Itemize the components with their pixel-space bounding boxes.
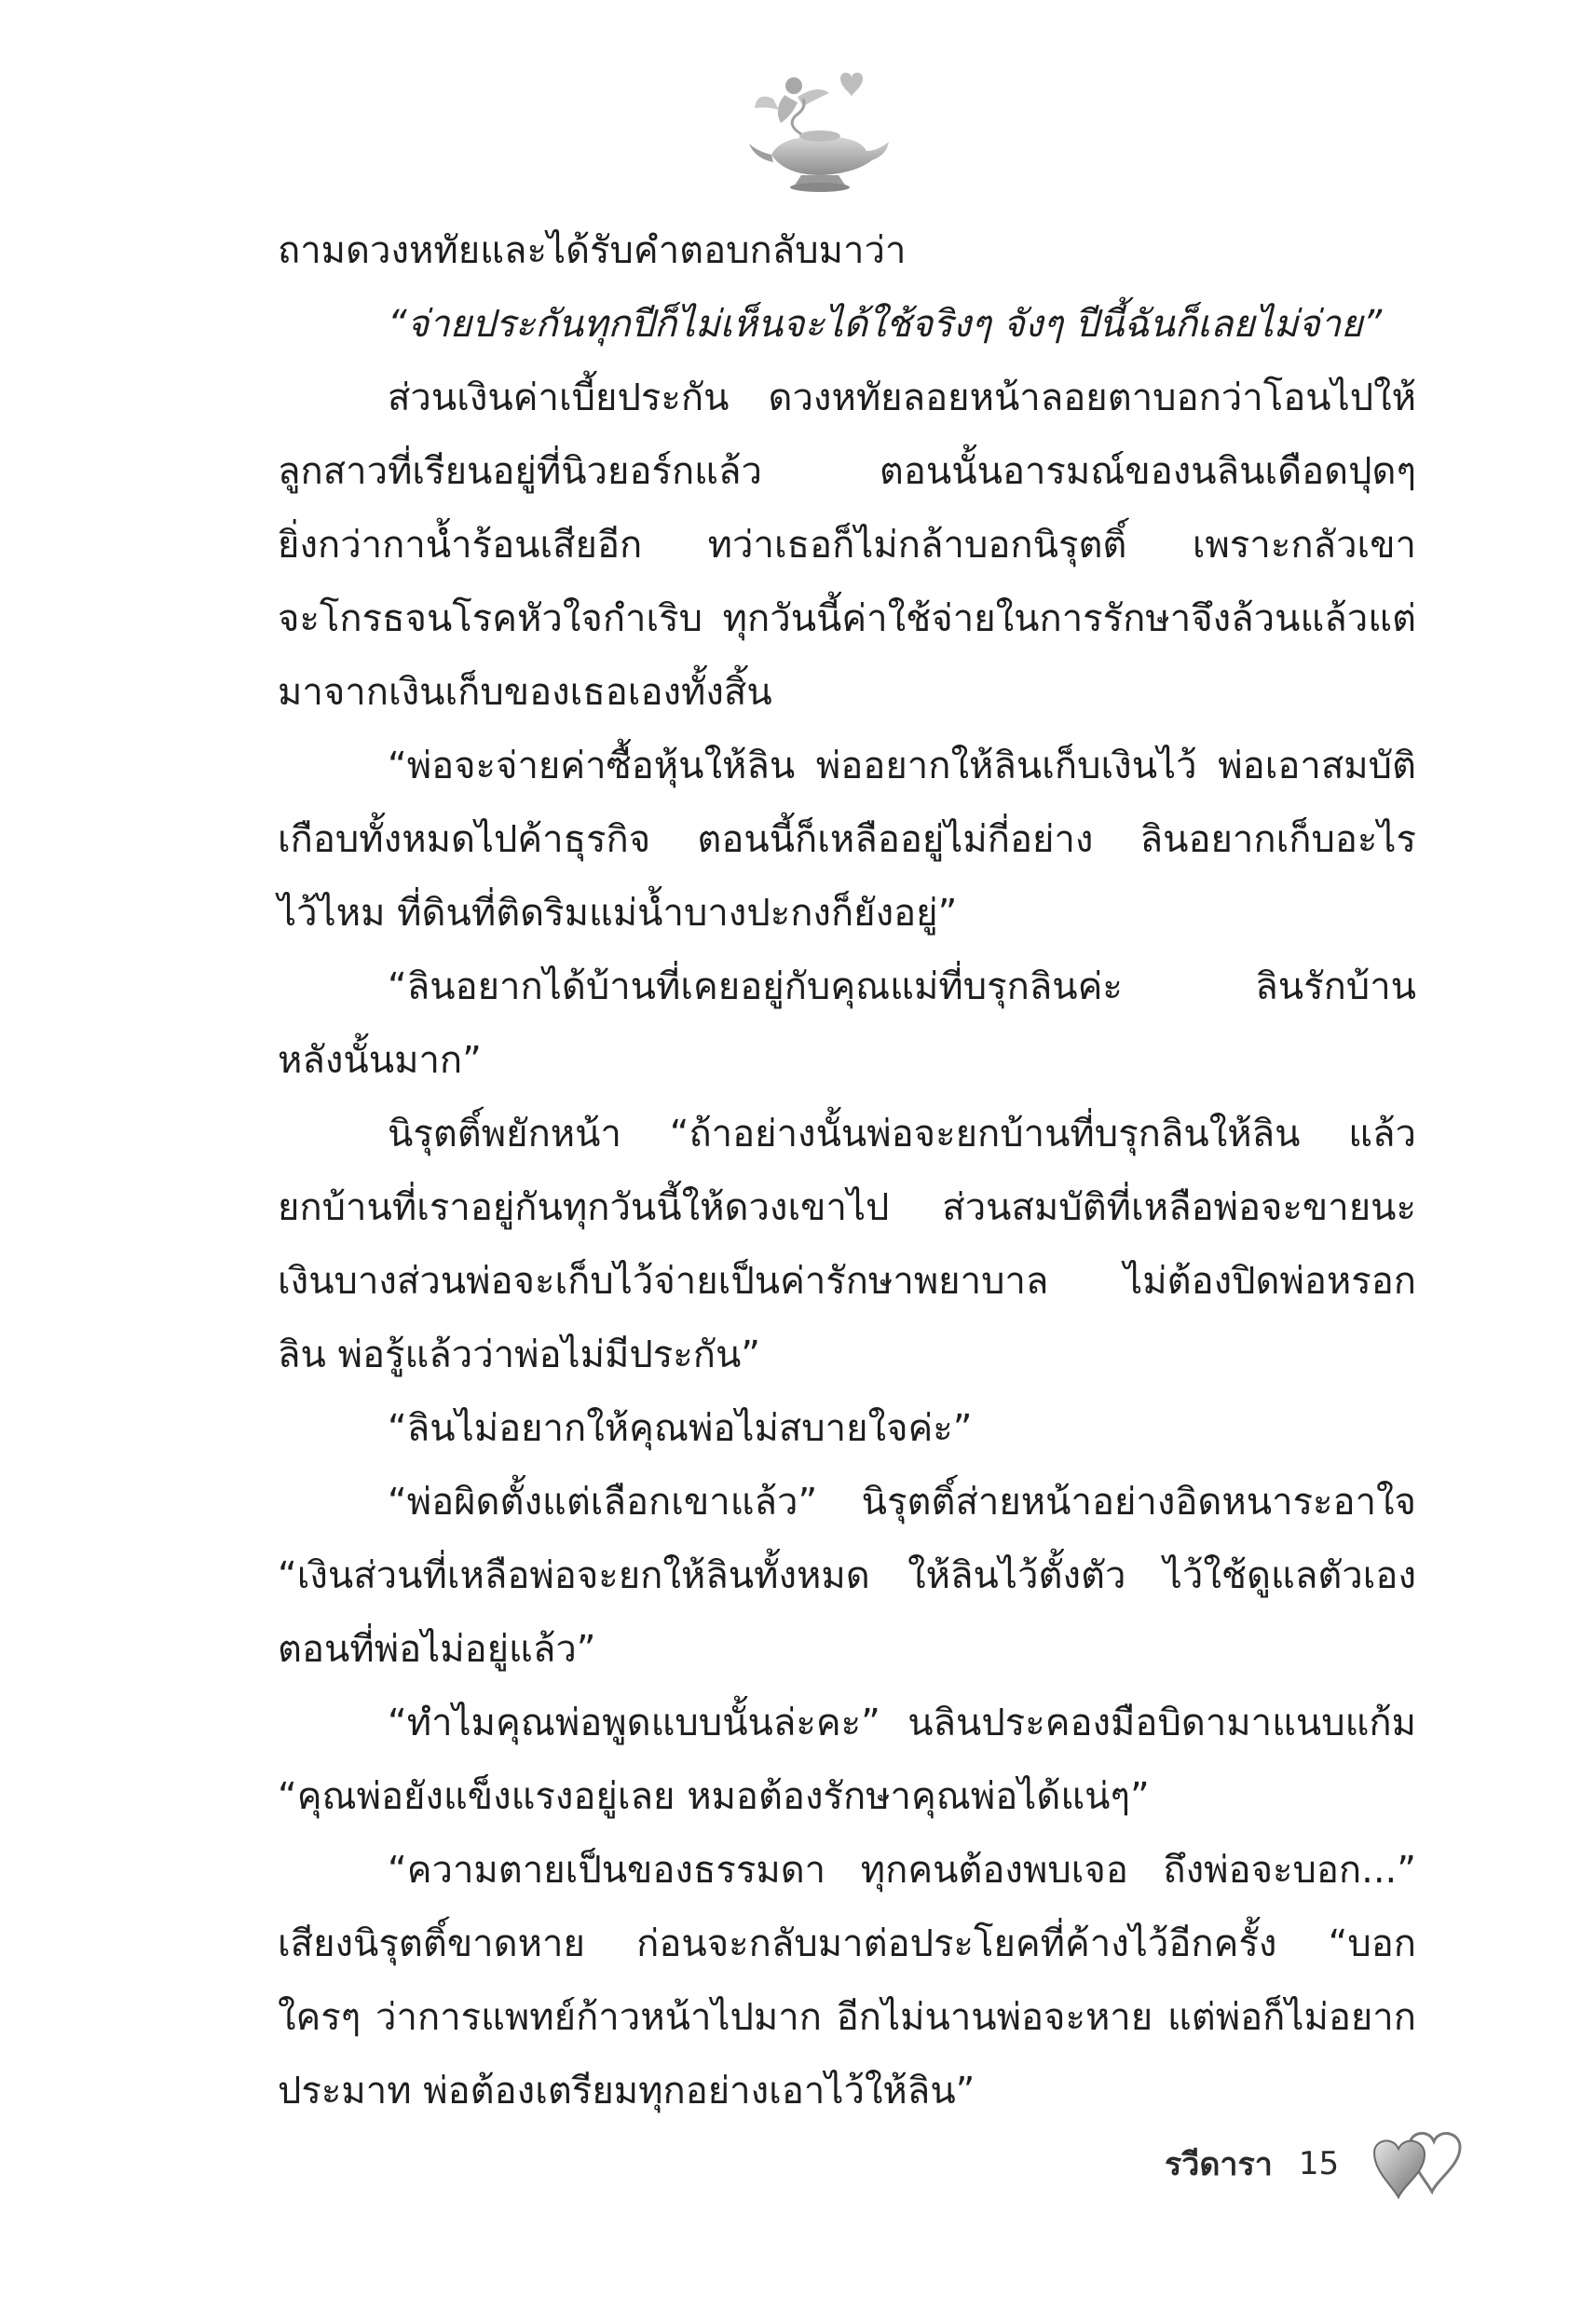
text-line: “พ่อจะจ่ายค่าซื้อหุ้นให้ลิน พ่ออยากให้ลินเก็บเงินไว้ พ่อเอาสมบัติ [388, 745, 1416, 787]
text-line: เสียงนิรุตติ์ขาดหาย ก่อนจะกลับมาต่อประโยคที่ค้างไว้อีกครั้ง “บอก [278, 1922, 1416, 1965]
text-line: ยิ่งกว่ากาน้ำร้อนเสียอีก ทว่าเธอก็ไม่กล้าบอกนิรุตติ์ เพราะกลัวเขา [278, 524, 1416, 567]
text-line: เกือบทั้งหมดไปค้าธุรกิจ ตอนนี้ก็เหลืออยู่ไม่กี่อย่าง ลินอยากเก็บอะไร [278, 818, 1416, 861]
text-line: เงินบางส่วนพ่อจะเก็บไว้จ่ายเป็นค่ารักษาพยาบาล ไม่ต้องปิดพ่อหรอก [278, 1260, 1416, 1303]
text-line: “คุณพ่อยังแข็งแรงอยู่เลย หมอต้องรักษาคุณพ่อได้แน่ๆ” [278, 1775, 1150, 1818]
text-line: “พ่อผิดตั้งแต่เลือกเขาแล้ว” นิรุตติ์ส่ายหน้าอย่างอิดหนาระอาใจ [388, 1481, 1416, 1524]
text-line: หลังนั้นมาก” [278, 1039, 482, 1082]
text-line: ลิน พ่อรู้แล้วว่าพ่อไม่มีประกัน” [278, 1333, 761, 1376]
text-line: ลูกสาวที่เรียนอยู่ที่นิวยอร์กแล้ว ตอนนั้นอารมณ์ของนลินเดือดปุดๆ [278, 450, 1416, 493]
text-line: ใครๆ ว่าการแพทย์ก้าวหน้าไปมาก อีกไม่นานพ่อจะหาย แต่พ่อก็ไม่อยาก [278, 1996, 1416, 2039]
text-line: จะโกรธจนโรคหัวใจกำเริบ ทุกวันนี้ค่าใช้จ่ายในการรักษาจึงล้วนแล้วแต่ [278, 597, 1416, 640]
page-number: 15 [1298, 2145, 1340, 2182]
body-text [278, 214, 1416, 2128]
text-line: “เงินส่วนที่เหลือพ่อจะยกให้ลินทั้งหมด ให้ลินไว้ตั้งตัว ไว้ใช้ดูแลตัวเอง [278, 1554, 1416, 1597]
page-footer [1165, 2126, 1469, 2201]
text-line: ยกบ้านที่เราอยู่กันทุกวันนี้ให้ดวงเขาไป ส่วนสมบัติที่เหลือพ่อจะขายนะ [278, 1186, 1416, 1229]
text-line: “ทำไมคุณพ่อพูดแบบนั้นล่ะคะ” นลินประคองมือบิดามาแนบแก้ม [388, 1702, 1416, 1744]
text-line: ไว้ไหม ที่ดินที่ติดริมแม่น้ำบางปะกงก็ยังอยู่” [278, 892, 958, 935]
text-line: ตอนที่พ่อไม่อยู่แล้ว” [278, 1628, 596, 1671]
text-line: มาจากเงินเก็บของเธอเองทั้งสิ้น [278, 671, 772, 714]
genie-lamp-ornament-icon [736, 58, 904, 198]
text-line: “ความตายเป็นของธรรมดา ทุกคนต้องพบเจอ ถึงพ่อจะบอก...” [388, 1849, 1416, 1892]
text-line: “จ่ายประกันทุกปีก็ไม่เห็นจะได้ใช้จริงๆ จังๆ ปีนี้ฉันก็เลยไม่จ่าย” [388, 303, 1383, 346]
text-line: ส่วนเงินค่าเบี้ยประกัน ดวงหทัยลอยหน้าลอยตาบอกว่าโอนไปให้ [388, 376, 1416, 419]
text-line: “ลินไม่อยากให้คุณพ่อไม่สบายใจค่ะ” [388, 1407, 973, 1450]
text-line: นิรุตติ์พยักหน้า “ถ้าอย่างนั้นพ่อจะยกบ้านที่บรุกลินให้ลิน แล้ว [388, 1113, 1416, 1156]
book-title: รวีดารา [1165, 2146, 1273, 2183]
text-line: “ลินอยากได้บ้านที่เคยอยู่กับคุณแม่ที่บรุกลินค่ะ ลินรักบ้าน [388, 965, 1416, 1008]
text-line: ถามดวงหทัยและได้รับคำตอบกลับมาว่า [278, 229, 907, 272]
two-hearts-icon [1367, 2126, 1469, 2201]
text-line: ประมาท พ่อต้องเตรียมทุกอย่างเอาไว้ให้ลิน” [278, 2070, 975, 2113]
